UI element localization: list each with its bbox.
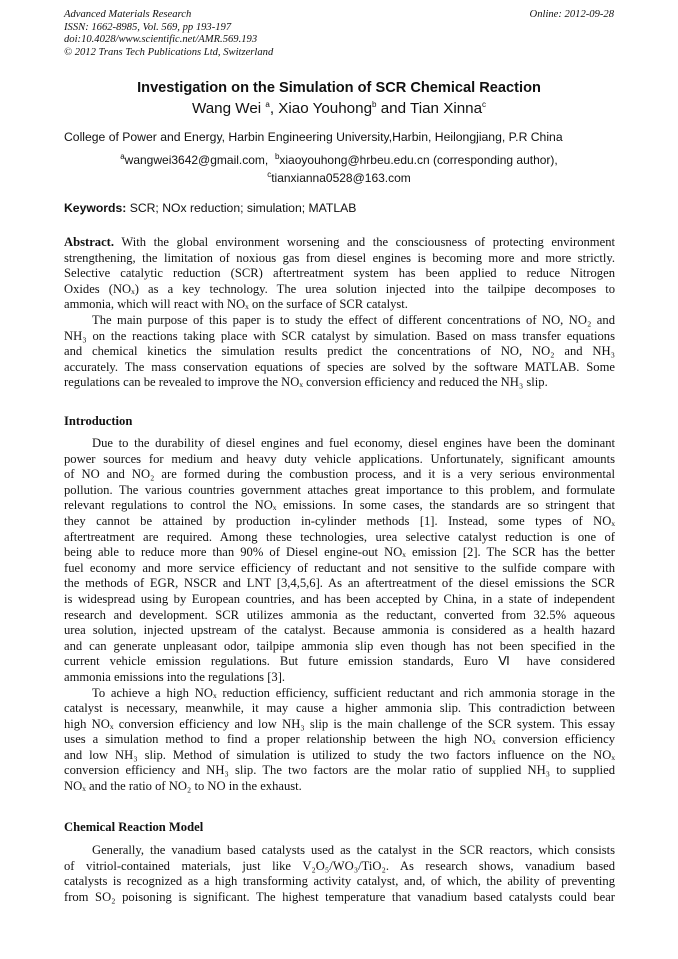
line-text: catalysts is recognized as a high transforming activity catalyst, and, of which, the ability of preventing: [64, 874, 615, 889]
line-text: and can generate unpleasant odor, tailpipe ammonia slip even though has not been specified in the: [64, 638, 615, 653]
line-text: research and development. SCR utilizes ammonia as the reductant, converted from 32.5% aqueous: [64, 607, 615, 622]
text-line: [64, 608, 615, 624]
emails: [0, 150, 678, 185]
line-text: ammonia, which will react with NOₓ on the surface of SCR catalyst.: [64, 297, 408, 312]
text-line: [64, 592, 615, 608]
line-text: urea solution, injected upstream of the catalyst. Because ammonia is considered as a health hazard: [64, 623, 615, 638]
author-name: Wang Wei: [191, 100, 266, 118]
text-line: [64, 623, 615, 639]
text-line: [64, 639, 615, 655]
text-line: [64, 576, 615, 592]
affiliation: College of Power and Energy, Harbin Engineering University,Harbin, Heilongjiang, P.R China: [64, 130, 563, 144]
line-text: and low NH₃ slip. Method of simulation is utilized to study the two factors influence on the NOₓ: [64, 747, 615, 762]
line-text: and chemical kinetics the simulation results predict the concentrations of NO, NO₂ and NH₃: [64, 344, 615, 359]
line-text: regulations can be revealed to improve the NOₓ conversion efficiency and reduced the NH₃ slip.: [64, 375, 548, 390]
line-text: power sources for medium and heavy duty vehicle applications. Unfortunately, significant amounts: [64, 451, 615, 466]
introduction-body: [64, 436, 615, 795]
line-text: ammonia emissions into the regulations [3].: [64, 669, 286, 684]
line-text: Due to the durability of diesel engines and fuel economy, diesel engines have been the dominant: [92, 436, 615, 450]
line-text: NOₓ and the ratio of NO₂ to NO in the exhaust.: [64, 779, 302, 794]
abstract: [64, 235, 615, 391]
text-line: [64, 717, 615, 733]
text-line: [64, 874, 615, 890]
text-line: [64, 235, 615, 251]
chemical-model-body: [64, 843, 615, 905]
email-mark: b: [274, 152, 280, 161]
email-mark: c: [267, 169, 272, 179]
text-line: [64, 890, 615, 906]
keywords: [64, 201, 356, 215]
authors: [0, 100, 678, 117]
text-line: [64, 701, 615, 717]
line-text: current vehicle emission regulations. But future emission standards, Euro Ⅵ have considered: [64, 654, 615, 669]
line-text: of NO and NO₂ are formed during the combustion process, and it is a very serious environmental: [64, 467, 615, 482]
line-text: strengthening, the limitation of noxious gas from diesel engines is becoming more and more strictly.: [64, 250, 615, 265]
text-line: [64, 436, 615, 452]
text-line: [64, 251, 615, 267]
issn: ISSN: 1662-8985, Vol. 569, pp 193-197: [64, 21, 232, 33]
online-date: Online: 2012-09-28: [529, 9, 614, 20]
text-line: [64, 670, 615, 686]
text-line: [64, 329, 615, 345]
line-text: The main purpose of this paper is to study the effect of different concentrations of NO, NO₂ and: [92, 312, 615, 327]
line-text: high NOₓ conversion efficiency and low NH₃ slip is the main challenge of the SCR system. This essay: [64, 716, 615, 731]
line-text: of vitriol-contained materials, just like V₂O₅/WO₃/TiO₂. As research shows, vanadium based: [64, 858, 615, 873]
email-a[interactable]: wangwei3642@gmail.com,: [124, 153, 269, 167]
text-line: [64, 561, 615, 577]
line-text: being able to reduce more than 90% of Diesel engine-out NOₓ emission [2]. The SCR has the better: [64, 545, 615, 560]
line-text: aftertreatment are required. Among these technologies, urea selective catalyst reduction is one of: [64, 529, 615, 544]
text-line: [64, 763, 615, 779]
text-line: [64, 748, 615, 764]
line-text: from SO₂ poisoning is significant. The highest temperature that vanadium based catalysts could bear: [64, 889, 615, 904]
text-line: [64, 779, 615, 795]
text-line: [64, 483, 615, 499]
email-b[interactable]: xiaoyouhong@hrbeu.edu.cn (corresponding author),: [279, 153, 558, 167]
email-mark: a: [120, 152, 125, 161]
text-line: [64, 452, 615, 468]
text-line: [64, 686, 615, 702]
text-line: [64, 266, 615, 282]
line-text: Selective catalytic reduction (SCR) aftertreatment system has been applied to reduce Nitrogen: [64, 266, 615, 281]
line-text: is widespread using by European countries, and has been accepted by China, in a state of independent: [64, 591, 615, 606]
doi: doi:10.4028/www.scientific.net/AMR.569.193: [64, 34, 258, 46]
introduction-heading: Introduction: [64, 414, 133, 428]
line-text: catalyst is necessary, meanwhile, it may cause a higher ammonia slip. This contradiction between: [64, 701, 615, 716]
keywords-label: Keywords:: [64, 201, 127, 215]
text-line: [64, 545, 615, 561]
author-name: , Xiao Youhong: [269, 100, 373, 118]
text-line: [64, 654, 615, 670]
author-mark: a: [265, 100, 270, 109]
text-line: [64, 360, 615, 376]
line-text: uses a simulation method to find a proper relationship between the high NOₓ conversion efficiency: [64, 732, 615, 747]
author-mark: c: [482, 100, 487, 109]
text-line: [64, 859, 615, 875]
line-text: Oxides (NOₓ) as a key technology. The urea solution injected into the tailpipe decomposes to: [64, 281, 615, 296]
line-text: relevant regulations to control the NOₓ emissions. In some cases, the standards are so stringent that: [64, 498, 615, 513]
text-line: [64, 344, 615, 360]
line-text: To achieve a high NOₓ reduction efficiency, sufficient reductant and rich ammonia storage in the: [92, 685, 615, 700]
text-line: [64, 297, 615, 313]
journal-header: [64, 9, 273, 59]
keywords-text: SCR; NOx reduction; simulation; MATLAB: [126, 201, 357, 215]
line-text: fuel economy and more service efficiency of reductant and not sensitive to the sulfide compare with: [64, 560, 615, 575]
author-name: and Tian Xinna: [376, 100, 483, 118]
text-line: [64, 498, 615, 514]
line-text: conversion efficiency and NH₃ slip. The two factors are the molar ratio of supplied NH₃ to supplied: [64, 763, 615, 778]
text-line: [64, 530, 615, 546]
text-line: [64, 843, 615, 859]
abstract-label: Abstract.: [64, 235, 115, 249]
text-line: [64, 514, 615, 530]
text-line: [64, 732, 615, 748]
text-line: [64, 313, 615, 329]
line-text: NH₃ on the reactions taking place with SCR catalyst by simulation. Based on mass transfer equations: [64, 328, 615, 343]
line-text: Generally, the vanadium based catalysts used as the catalyst in the SCR reactors, which consists: [92, 843, 615, 857]
email-c[interactable]: tianxianna0528@163.com: [271, 170, 411, 185]
chemical-model-heading: Chemical Reaction Model: [64, 820, 204, 834]
text-line: [64, 282, 615, 298]
copyright: © 2012 Trans Tech Publications Ltd, Switzerland: [64, 46, 274, 58]
text-line: [64, 467, 615, 483]
line-text: pollution. The various countries government attaches great importance to this problem, and formulate: [64, 482, 615, 497]
line-text: the methods of EGR, NSCR and LNT [3,4,5,6]. As an aftertreatment of the diesel emissions the SCR: [64, 576, 615, 591]
journal-name: Advanced Materials Research: [64, 9, 192, 20]
text-line: [64, 375, 615, 391]
line-text: With the global environment worsening and the consciousness of protecting environment: [121, 235, 615, 249]
paper-title: Investigation on the Simulation of SCR Chemical Reaction: [137, 80, 541, 96]
author-mark: b: [372, 100, 377, 109]
line-text: accurately. The mass conservation equations of species are solved by the software MATLAB. Some: [64, 359, 615, 374]
line-text: they cannot be attained by production in-cylinder methods [1]. Instead, some types of NOₓ: [64, 513, 615, 528]
